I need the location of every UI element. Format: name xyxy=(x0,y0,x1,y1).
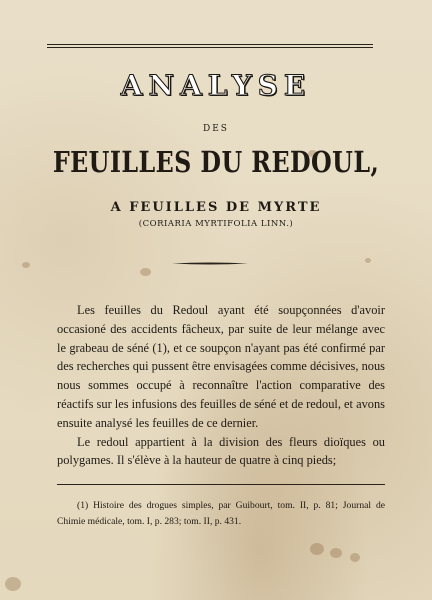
foxing-spot xyxy=(22,262,30,268)
top-rule-thin xyxy=(47,47,373,48)
page-title: ANALYSE xyxy=(120,69,312,102)
ornament-divider-icon xyxy=(172,262,248,265)
foxing-spot xyxy=(5,577,21,591)
page-subtitle: FEUILLES DU REDOUL, xyxy=(52,145,380,179)
paragraph: Les feuilles du Redoul ayant été soupçonnées d'avoir occasioné des accidents fâcheux, par suite de leur mélange avec le grabeau de séné (1), et ce soupçon n'ayant pas été confirmé par des recherches qui pussent être envisagées comme décisives, nous nous sommes occupé à reconnaître l'action comparative des réactifs sur les infusions des feuilles de séné et de redoul, et avons ensuite analysé les feuilles de ce dernier. xyxy=(57,303,385,430)
foxing-spot xyxy=(310,543,324,555)
title-connector: DES xyxy=(203,124,229,134)
foxing-spot xyxy=(140,268,151,276)
paragraph: Le redoul appartient à la division des fleurs dioïques ou polygames. Il s'élève à la hauteur de quatre à cinq pieds; xyxy=(57,434,385,468)
latin-name: (CORIARIA MYRTIFOLIA LINN.) xyxy=(138,219,294,229)
foxing-spot xyxy=(350,553,360,562)
page-subtitle-line2: A FEUILLES DE MYRTE xyxy=(110,200,322,215)
foxing-spot xyxy=(330,548,342,558)
body-text xyxy=(57,301,385,470)
top-rule xyxy=(47,44,373,45)
footnote-rule xyxy=(57,484,385,485)
footnote: (1) Histoire des drogues simples, par Guibourt, tom. II, p. 81; Journal de Chimie médicale, tom. I, p. 283; tom. II, p. 431. xyxy=(57,500,385,527)
foxing-spot xyxy=(365,258,371,263)
